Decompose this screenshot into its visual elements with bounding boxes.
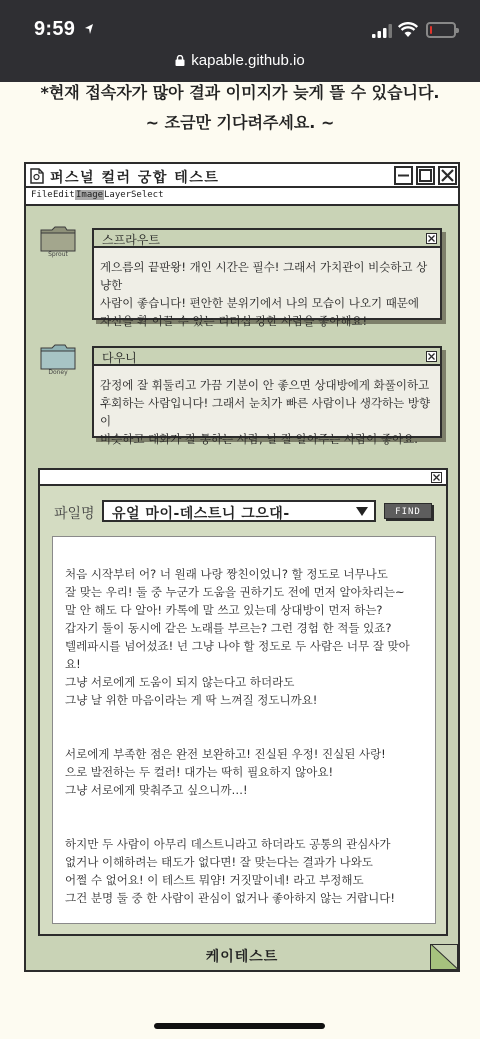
card-header bbox=[94, 230, 440, 248]
maximize-button[interactable] bbox=[416, 166, 435, 185]
type-card bbox=[92, 228, 442, 328]
address-bar[interactable] bbox=[0, 52, 480, 69]
maximize-icon bbox=[418, 168, 433, 183]
window-titlebar bbox=[26, 164, 458, 188]
battery-level bbox=[430, 26, 432, 34]
result-panel bbox=[38, 468, 448, 936]
card-description: 게으름의 끝판왕! 개인 시간은 필수! 그래서 가치관이 비슷하고 상냥한 사람이 좋습니다! 편안한 분위기에서 나의 모습이 나오기 때문에 자신을 확 이끌 수 있는 리더십 강한 사람을 좋아해요! bbox=[100, 260, 428, 328]
notice-line-2: ~ 조금만 기다려주세요. ~ bbox=[145, 113, 335, 132]
document-icon bbox=[30, 168, 44, 184]
close-button[interactable] bbox=[438, 166, 457, 185]
file-name-dropdown[interactable] bbox=[102, 500, 376, 522]
file-name-value: 유얼 마이-데스트니 그으대- bbox=[112, 506, 290, 522]
folder-label: Sprout bbox=[48, 251, 68, 258]
close-icon bbox=[427, 352, 436, 361]
notice-line-1: *현재 접속자가 많아 결과 이미지가 늦게 뜰 수 있습니다. bbox=[40, 83, 440, 102]
folder-label: Doney bbox=[48, 369, 68, 376]
location-arrow-icon bbox=[84, 23, 94, 35]
minimize-icon bbox=[396, 168, 411, 183]
card-header bbox=[94, 348, 440, 366]
cellular-signal-icon bbox=[372, 24, 392, 38]
find-button[interactable]: FIND bbox=[384, 503, 432, 519]
footer-brand: 케이테스트 bbox=[205, 949, 279, 965]
window-title: 퍼스널 컬러 궁합 테스트 bbox=[50, 170, 220, 186]
menu-bar bbox=[26, 188, 458, 206]
file-name-label: 파일명 bbox=[54, 506, 95, 522]
menu-layer[interactable]: Layer bbox=[104, 190, 132, 200]
battery-icon bbox=[426, 22, 456, 38]
resize-corner-icon[interactable] bbox=[430, 944, 458, 970]
status-time: 9:59 bbox=[34, 18, 76, 40]
card-description: 감정에 잘 휘둘리고 가끔 기분이 안 좋으면 상대방에게 화풀이하고 후회하는 사람입니다! 그래서 눈치가 빠른 사람이나 생각하는 방향이 비슷하고 대화가 잘 통하는 사람, 날 잘 알아주는 사람이 좋아요. bbox=[100, 378, 431, 446]
result-text-area bbox=[52, 536, 436, 924]
result-paragraph: 서로에게 부족한 점은 완전 보완하고! 진실된 우정! 진실된 사랑! 으로 발전하는 두 컬러! 대가는 딱히 필요하지 않아요! 그냥 서로에게 맞춰주고 싶으니까…! bbox=[65, 747, 386, 797]
status-bar bbox=[0, 0, 480, 82]
card-title: 스프라우트 bbox=[102, 233, 160, 247]
menu-image[interactable]: Image bbox=[76, 190, 104, 200]
url-text: kapable.github.io bbox=[191, 52, 305, 69]
home-indicator[interactable] bbox=[154, 1023, 325, 1029]
card-close-button[interactable] bbox=[426, 351, 437, 362]
minimize-button[interactable] bbox=[394, 166, 413, 185]
panel-header bbox=[40, 470, 446, 486]
lock-icon bbox=[175, 55, 185, 66]
wifi-icon bbox=[398, 22, 418, 38]
folder-icon[interactable] bbox=[40, 344, 76, 370]
card-title: 다우니 bbox=[102, 351, 137, 365]
result-paragraph: 하지만 두 사람이 아무리 데스트니라고 하더라도 공통의 관심사가 없거나 이해하려는 태도가 없다면! 잘 맞는다는 결과가 나와도 어쩔 수 없어요! 이 테스트 뭐얌! 거짓말이네! 라고 부정해도 그건 분명 둘 중 한 사람이 관심이 없거나 좋아하지 않는 거랍니다! bbox=[65, 837, 395, 905]
chevron-down-icon bbox=[356, 507, 368, 516]
close-icon bbox=[440, 168, 455, 183]
type-card bbox=[92, 346, 442, 446]
close-icon bbox=[432, 473, 441, 482]
card-close-button[interactable] bbox=[426, 233, 437, 244]
menu-select[interactable]: Select bbox=[131, 190, 164, 200]
menu-file[interactable]: File bbox=[31, 190, 53, 200]
menu-edit[interactable]: Edit bbox=[53, 190, 75, 200]
folder-icon[interactable] bbox=[40, 226, 76, 252]
panel-close-button[interactable] bbox=[431, 472, 442, 483]
result-paragraph: 처음 시작부터 어? 너 원래 나랑 짱친이었니? 할 정도로 너무나도 잘 맞는 우리! 둘 중 누군가 도움을 권하기도 전에 먼저 알아차리는~ 말 안 해도 다 알아! 카톡에 말 쓰고 있는데 상대방이 먼저 하는? 갑자기 둘이 동시에 같은 노래를 부르는? 그런 경험 한 적들 있죠? 텔레파시를 넘어섰죠! 넌 그냥 나야 할 정도로 두 사람은 너무 잘 맞아요! 그냥 서로에게 도움이 되지 않는다고 하더라도 그냥 날 위한 마음이라는 게 딱 느껴질 정도니까요! bbox=[65, 567, 410, 707]
close-icon bbox=[427, 234, 436, 243]
main-window bbox=[24, 162, 460, 972]
